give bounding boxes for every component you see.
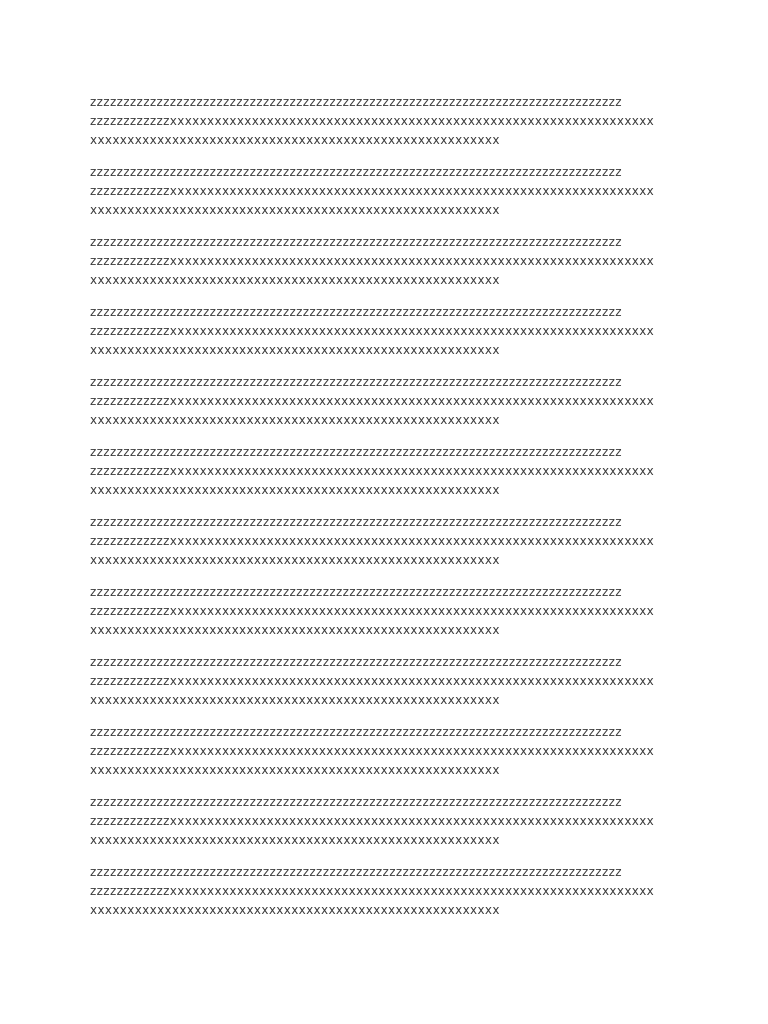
text-line: zzzzzzzzzzzzxxxxxxxxxxxxxxxxxxxxxxxxxxxxxxxxxxxxxxxxxxxxxxxxxxxxxxxxxxxxxxxxx: [90, 534, 655, 548]
text-line: zzzzzzzzzzzzzzzzzzzzzzzzzzzzzzzzzzzzzzzzzzzzzzzzzzzzzzzzzzzzzzzzzzzzzzzzzzzzzzzz: [90, 865, 622, 879]
document-page: [90, 93, 690, 933]
text-line: zzzzzzzzzzzzxxxxxxxxxxxxxxxxxxxxxxxxxxxxxxxxxxxxxxxxxxxxxxxxxxxxxxxxxxxxxxxxx: [90, 604, 655, 618]
text-line: zzzzzzzzzzzzxxxxxxxxxxxxxxxxxxxxxxxxxxxxxxxxxxxxxxxxxxxxxxxxxxxxxxxxxxxxxxxxx: [90, 394, 655, 408]
text-line: zzzzzzzzzzzzzzzzzzzzzzzzzzzzzzzzzzzzzzzzzzzzzzzzzzzzzzzzzzzzzzzzzzzzzzzzzzzzzzzz: [90, 305, 622, 319]
paragraph: [90, 793, 690, 850]
paragraph: [90, 863, 690, 920]
text-line: xxxxxxxxxxxxxxxxxxxxxxxxxxxxxxxxxxxxxxxxxxxxxxxxxxxxxxx: [90, 553, 500, 567]
paragraph: [90, 93, 690, 150]
paragraph: [90, 443, 690, 500]
text-line: zzzzzzzzzzzzxxxxxxxxxxxxxxxxxxxxxxxxxxxxxxxxxxxxxxxxxxxxxxxxxxxxxxxxxxxxxxxxx: [90, 674, 655, 688]
text-line: xxxxxxxxxxxxxxxxxxxxxxxxxxxxxxxxxxxxxxxxxxxxxxxxxxxxxxx: [90, 693, 500, 707]
text-line: xxxxxxxxxxxxxxxxxxxxxxxxxxxxxxxxxxxxxxxxxxxxxxxxxxxxxxx: [90, 903, 500, 917]
paragraph: [90, 513, 690, 570]
text-line: zzzzzzzzzzzzxxxxxxxxxxxxxxxxxxxxxxxxxxxxxxxxxxxxxxxxxxxxxxxxxxxxxxxxxxxxxxxxx: [90, 254, 655, 268]
paragraph: [90, 163, 690, 220]
text-line: xxxxxxxxxxxxxxxxxxxxxxxxxxxxxxxxxxxxxxxxxxxxxxxxxxxxxxx: [90, 133, 500, 147]
text-line: xxxxxxxxxxxxxxxxxxxxxxxxxxxxxxxxxxxxxxxxxxxxxxxxxxxxxxx: [90, 203, 500, 217]
text-line: zzzzzzzzzzzzzzzzzzzzzzzzzzzzzzzzzzzzzzzzzzzzzzzzzzzzzzzzzzzzzzzzzzzzzzzzzzzzzzzz: [90, 445, 622, 459]
text-line: zzzzzzzzzzzzxxxxxxxxxxxxxxxxxxxxxxxxxxxxxxxxxxxxxxxxxxxxxxxxxxxxxxxxxxxxxxxxx: [90, 814, 655, 828]
text-line: zzzzzzzzzzzzzzzzzzzzzzzzzzzzzzzzzzzzzzzzzzzzzzzzzzzzzzzzzzzzzzzzzzzzzzzzzzzzzzzz: [90, 585, 622, 599]
text-line: xxxxxxxxxxxxxxxxxxxxxxxxxxxxxxxxxxxxxxxxxxxxxxxxxxxxxxx: [90, 413, 500, 427]
text-line: zzzzzzzzzzzzzzzzzzzzzzzzzzzzzzzzzzzzzzzzzzzzzzzzzzzzzzzzzzzzzzzzzzzzzzzzzzzzzzzz: [90, 795, 622, 809]
text-line: zzzzzzzzzzzzxxxxxxxxxxxxxxxxxxxxxxxxxxxxxxxxxxxxxxxxxxxxxxxxxxxxxxxxxxxxxxxxx: [90, 464, 655, 478]
paragraph: [90, 583, 690, 640]
paragraph: [90, 723, 690, 780]
text-line: zzzzzzzzzzzzzzzzzzzzzzzzzzzzzzzzzzzzzzzzzzzzzzzzzzzzzzzzzzzzzzzzzzzzzzzzzzzzzzzz: [90, 655, 622, 669]
text-line: zzzzzzzzzzzzzzzzzzzzzzzzzzzzzzzzzzzzzzzzzzzzzzzzzzzzzzzzzzzzzzzzzzzzzzzzzzzzzzzz: [90, 165, 622, 179]
text-line: zzzzzzzzzzzzzzzzzzzzzzzzzzzzzzzzzzzzzzzzzzzzzzzzzzzzzzzzzzzzzzzzzzzzzzzzzzzzzzzz: [90, 725, 622, 739]
text-line: xxxxxxxxxxxxxxxxxxxxxxxxxxxxxxxxxxxxxxxxxxxxxxxxxxxxxxx: [90, 763, 500, 777]
text-line: zzzzzzzzzzzzzzzzzzzzzzzzzzzzzzzzzzzzzzzzzzzzzzzzzzzzzzzzzzzzzzzzzzzzzzzzzzzzzzzz: [90, 375, 622, 389]
text-line: zzzzzzzzzzzzzzzzzzzzzzzzzzzzzzzzzzzzzzzzzzzzzzzzzzzzzzzzzzzzzzzzzzzzzzzzzzzzzzzz: [90, 235, 622, 249]
text-line: zzzzzzzzzzzzxxxxxxxxxxxxxxxxxxxxxxxxxxxxxxxxxxxxxxxxxxxxxxxxxxxxxxxxxxxxxxxxx: [90, 324, 655, 338]
text-line: zzzzzzzzzzzzzzzzzzzzzzzzzzzzzzzzzzzzzzzzzzzzzzzzzzzzzzzzzzzzzzzzzzzzzzzzzzzzzzzz: [90, 95, 622, 109]
text-line: zzzzzzzzzzzzxxxxxxxxxxxxxxxxxxxxxxxxxxxxxxxxxxxxxxxxxxxxxxxxxxxxxxxxxxxxxxxxx: [90, 744, 655, 758]
paragraph: [90, 653, 690, 710]
text-line: xxxxxxxxxxxxxxxxxxxxxxxxxxxxxxxxxxxxxxxxxxxxxxxxxxxxxxx: [90, 483, 500, 497]
paragraph: [90, 303, 690, 360]
text-line: zzzzzzzzzzzzxxxxxxxxxxxxxxxxxxxxxxxxxxxxxxxxxxxxxxxxxxxxxxxxxxxxxxxxxxxxxxxxx: [90, 184, 655, 198]
text-line: xxxxxxxxxxxxxxxxxxxxxxxxxxxxxxxxxxxxxxxxxxxxxxxxxxxxxxx: [90, 623, 500, 637]
paragraph: [90, 233, 690, 290]
text-line: zzzzzzzzzzzzzzzzzzzzzzzzzzzzzzzzzzzzzzzzzzzzzzzzzzzzzzzzzzzzzzzzzzzzzzzzzzzzzzzz: [90, 515, 622, 529]
text-line: xxxxxxxxxxxxxxxxxxxxxxxxxxxxxxxxxxxxxxxxxxxxxxxxxxxxxxx: [90, 833, 500, 847]
text-line: xxxxxxxxxxxxxxxxxxxxxxxxxxxxxxxxxxxxxxxxxxxxxxxxxxxxxxx: [90, 343, 500, 357]
text-line: xxxxxxxxxxxxxxxxxxxxxxxxxxxxxxxxxxxxxxxxxxxxxxxxxxxxxxx: [90, 273, 500, 287]
paragraph: [90, 373, 690, 430]
text-line: zzzzzzzzzzzzxxxxxxxxxxxxxxxxxxxxxxxxxxxxxxxxxxxxxxxxxxxxxxxxxxxxxxxxxxxxxxxxx: [90, 884, 655, 898]
text-line: zzzzzzzzzzzzxxxxxxxxxxxxxxxxxxxxxxxxxxxxxxxxxxxxxxxxxxxxxxxxxxxxxxxxxxxxxxxxx: [90, 114, 655, 128]
